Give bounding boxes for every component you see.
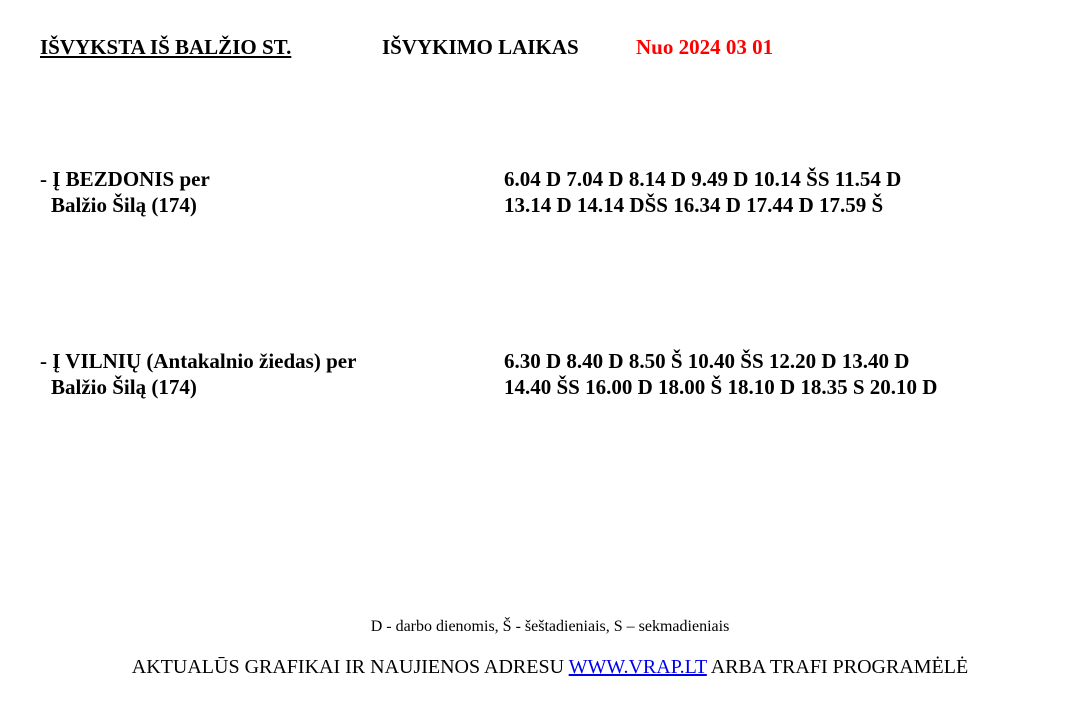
legend-note: D - darbo dienomis, Š - šeštadieniais, S – sekmadieniais	[370, 618, 730, 635]
route-destination-line1: - Į BEZDONIS per	[40, 167, 210, 191]
footer-prefix: AKTUALŪS GRAFIKAI IR NAUJIENOS ADRESU	[131, 656, 569, 678]
times-line1: 6.30 D 8.40 D 8.50 Š 10.40 ŠS 12.20 D 13.40 D	[504, 349, 910, 373]
times-line2: 13.14 D 14.14 DŠS 16.34 D 17.44 D 17.59 Š	[504, 193, 884, 217]
valid-from-date: Nuo 2024 03 01	[636, 35, 774, 59]
route-destination-line2: Balžio Šilą (174)	[51, 375, 197, 399]
station-title: IŠVYKSTA IŠ BALŽIO ST.	[40, 35, 292, 59]
departure-time-heading: IŠVYKIMO LAIKAS	[382, 35, 579, 59]
route-vilnius	[40, 348, 356, 400]
times-line1: 6.04 D 7.04 D 8.14 D 9.49 D 10.14 ŠS 11.54 D	[504, 167, 902, 191]
route-destination-line2: Balžio Šilą (174)	[51, 193, 197, 217]
route-bezdonys	[40, 166, 210, 218]
times-line2: 14.40 ŠS 16.00 D 18.00 Š 18.10 D 18.35 S 20.10 D	[504, 375, 938, 399]
route-destination-line1: - Į VILNIŲ (Antakalnio žiedas) per	[40, 349, 357, 373]
footer-suffix: ARBA TRAFI PROGRAMĖLĖ	[706, 656, 969, 678]
route-bezdonys-times	[504, 166, 901, 218]
website-link[interactable]: WWW.VRAP.LT	[568, 656, 707, 678]
route-vilnius-times	[504, 348, 937, 400]
footer-note	[0, 655, 1080, 679]
